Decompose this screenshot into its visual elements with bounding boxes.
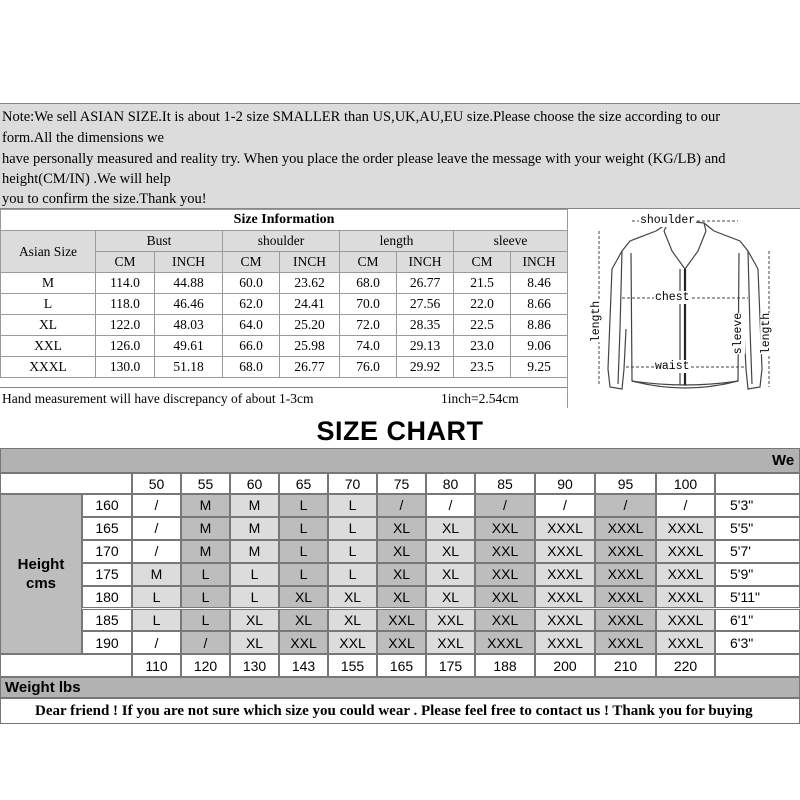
chest-label: chest <box>655 291 690 304</box>
size-info-row <box>1 315 568 336</box>
size-info-table <box>0 209 567 408</box>
size-cell: L <box>328 494 377 517</box>
weight-kg-cell: 65 <box>279 473 328 494</box>
size-info-size: XXL <box>1 336 96 357</box>
unit-header: CM <box>454 252 511 273</box>
size-info-cell: 72.0 <box>340 315 397 336</box>
weight-kg-cell: 100 <box>656 473 715 494</box>
weight-kg-cell: 85 <box>475 473 535 494</box>
contact-note-text: Dear friend ! If you are not sure which size you could wear . Please feel free to contact us ! Thank you for buying <box>35 703 753 719</box>
size-cell: XL <box>377 540 426 563</box>
size-info-cell: 48.03 <box>155 315 223 336</box>
size-cell: M <box>181 517 230 540</box>
unit-header: INCH <box>397 252 454 273</box>
size-info-cell: 22.5 <box>454 315 511 336</box>
weight-kg-cell: 55 <box>181 473 230 494</box>
size-info-cell: 23.0 <box>454 336 511 357</box>
unit-header: INCH <box>155 252 223 273</box>
size-cell: XXXL <box>656 517 715 540</box>
size-info-cell: 76.0 <box>340 357 397 378</box>
size-info-cell: 25.98 <box>280 336 340 357</box>
size-cell: L <box>279 540 328 563</box>
size-cell: L <box>328 563 377 586</box>
size-info-cell: 24.41 <box>280 294 340 315</box>
size-cell: L <box>181 563 230 586</box>
height-label: Height <box>17 556 65 573</box>
height-ft-cell: 5'7' <box>715 540 800 563</box>
size-cell: L <box>328 517 377 540</box>
note-box <box>0 103 800 209</box>
height-cm-cell: 180 <box>82 586 132 609</box>
size-info-cell: 60.0 <box>223 273 280 294</box>
size-info-cell: 27.56 <box>397 294 454 315</box>
unit-header: INCH <box>511 252 568 273</box>
size-info-cell: 62.0 <box>223 294 280 315</box>
unit-header: INCH <box>280 252 340 273</box>
weight-kg-cell: 95 <box>595 473 656 494</box>
unit-header: CM <box>96 252 155 273</box>
size-cell: XL <box>230 631 279 654</box>
size-cell: XXL <box>377 609 426 632</box>
note-line: form.All the dimensions we <box>2 130 164 146</box>
size-cell: XXXL <box>656 586 715 609</box>
size-cell: XXXL <box>656 563 715 586</box>
blank-cell <box>0 654 132 677</box>
size-cell: / <box>132 494 181 517</box>
weight-kg-cell: 80 <box>426 473 475 494</box>
size-cell: M <box>132 563 181 586</box>
note-line: you to confirm the size.Thank you! <box>2 191 207 207</box>
size-cell: L <box>132 609 181 632</box>
note-line: Note:We sell ASIAN SIZE.It is about 1-2 size SMALLER than US,UK,AU,EU size.Please choose the size according to our <box>2 109 721 125</box>
weight-kg-header-band <box>0 448 800 473</box>
size-cell: XL <box>377 563 426 586</box>
size-cell: XXXL <box>595 631 656 654</box>
shoulder-header: shoulder <box>223 231 340 252</box>
size-cell: XL <box>377 517 426 540</box>
weight-lbs-label: Weight lbs <box>0 677 800 698</box>
blank-cell <box>715 473 800 494</box>
weight-lbs-cell: 200 <box>535 654 595 677</box>
weight-lbs-cell: 155 <box>328 654 377 677</box>
size-cell: L <box>132 586 181 609</box>
size-cell: M <box>181 494 230 517</box>
size-info-cell: 74.0 <box>340 336 397 357</box>
size-cell: XXL <box>426 631 475 654</box>
size-info-cell: 122.0 <box>96 315 155 336</box>
shoulder-label: shoulder <box>640 214 696 227</box>
size-cell: / <box>132 631 181 654</box>
size-info-cell: 28.35 <box>397 315 454 336</box>
size-cell: / <box>595 494 656 517</box>
size-info-cell: 8.46 <box>511 273 568 294</box>
size-info-size: XL <box>1 315 96 336</box>
shirt-diagram <box>567 209 800 408</box>
weight-lbs-cell: 143 <box>279 654 328 677</box>
size-cell: XXL <box>475 517 535 540</box>
size-info-row <box>1 336 568 357</box>
size-info-cell: 9.25 <box>511 357 568 378</box>
size-info-cell: 44.88 <box>155 273 223 294</box>
size-info-cell: 26.77 <box>280 357 340 378</box>
size-cell: L <box>328 540 377 563</box>
asian-size-header: Asian Size <box>1 231 96 273</box>
height-ft-cell: 6'3" <box>715 631 800 654</box>
size-cell: XL <box>426 586 475 609</box>
size-cell: XL <box>426 563 475 586</box>
size-info-cell: 68.0 <box>223 357 280 378</box>
size-cell: XXXL <box>656 540 715 563</box>
size-info-cell: 66.0 <box>223 336 280 357</box>
height-ft-cell: 5'5" <box>715 517 800 540</box>
weight-lbs-cell: 220 <box>656 654 715 677</box>
size-cell: XXXL <box>535 563 595 586</box>
contact-note <box>0 698 800 724</box>
size-cell: XXXL <box>595 517 656 540</box>
height-ft-cell: 5'11" <box>715 586 800 609</box>
height-cm-cell: 170 <box>82 540 132 563</box>
blank-cell <box>715 654 800 677</box>
height-cm-cell: 160 <box>82 494 132 517</box>
size-cell: XXXL <box>595 563 656 586</box>
height-ft-cell: 5'9" <box>715 563 800 586</box>
size-cell: L <box>279 517 328 540</box>
size-cell: XXL <box>475 586 535 609</box>
height-ft-cell: 6'1" <box>715 609 800 632</box>
size-cell: / <box>656 494 715 517</box>
size-info-cell: 8.86 <box>511 315 568 336</box>
size-info-cell: 49.61 <box>155 336 223 357</box>
height-cm-cell: 175 <box>82 563 132 586</box>
size-info-cell: 21.5 <box>454 273 511 294</box>
size-cell: XXL <box>279 631 328 654</box>
size-info-row <box>1 357 568 378</box>
size-cell: L <box>181 586 230 609</box>
size-info-cell: 23.62 <box>280 273 340 294</box>
weight-kg-cell: 75 <box>377 473 426 494</box>
size-cell: XXL <box>377 631 426 654</box>
size-info-size: L <box>1 294 96 315</box>
size-info-row <box>1 294 568 315</box>
unit-header: CM <box>340 252 397 273</box>
discrepancy-note: Hand measurement will have discrepancy of about 1-3cm <box>2 391 314 406</box>
size-info-cell: 25.20 <box>280 315 340 336</box>
size-cell: XXXL <box>535 609 595 632</box>
size-cell: XXXL <box>595 609 656 632</box>
size-cell: XXXL <box>535 517 595 540</box>
weight-lbs-cell: 175 <box>426 654 475 677</box>
size-info-size: XXXL <box>1 357 96 378</box>
size-cell: XXXL <box>656 631 715 654</box>
size-info-cell: 8.66 <box>511 294 568 315</box>
size-cell: / <box>132 517 181 540</box>
size-cell: L <box>279 494 328 517</box>
height-label-block <box>0 494 82 654</box>
size-cell: XL <box>426 517 475 540</box>
size-cell: XL <box>230 609 279 632</box>
size-info-cell: 126.0 <box>96 336 155 357</box>
size-cell: L <box>279 563 328 586</box>
size-info-cell: 130.0 <box>96 357 155 378</box>
weight-lbs-cell: 165 <box>377 654 426 677</box>
size-cell: / <box>377 494 426 517</box>
size-cell: L <box>230 586 279 609</box>
size-cell: / <box>132 540 181 563</box>
size-info-cell: 51.18 <box>155 357 223 378</box>
size-info-cell: 70.0 <box>340 294 397 315</box>
sleeve-label-left: sleeve <box>732 312 746 355</box>
size-info-cell: 29.92 <box>397 357 454 378</box>
size-cell: M <box>230 517 279 540</box>
inch-conversion-note: 1inch=2.54cm <box>441 391 519 406</box>
size-cell: M <box>181 540 230 563</box>
length-label: length <box>590 300 604 343</box>
sleeve-header: sleeve <box>454 231 568 252</box>
size-cell: / <box>426 494 475 517</box>
size-info-cell: 26.77 <box>397 273 454 294</box>
weight-kg-cell: 50 <box>132 473 181 494</box>
size-cell: / <box>535 494 595 517</box>
waist-label: waist <box>655 360 690 373</box>
size-cell: XL <box>279 609 328 632</box>
size-cell: M <box>230 494 279 517</box>
length-header: length <box>340 231 454 252</box>
size-info-cell: 29.13 <box>397 336 454 357</box>
size-cell: XXXL <box>595 586 656 609</box>
size-info-cell: 114.0 <box>96 273 155 294</box>
size-cell: XL <box>377 586 426 609</box>
size-chart-title: SIZE CHART <box>316 416 484 446</box>
weight-lbs-cell: 210 <box>595 654 656 677</box>
size-cell: XL <box>328 609 377 632</box>
size-info-cell: 68.0 <box>340 273 397 294</box>
size-cell: XXL <box>475 540 535 563</box>
length-label-right: length <box>760 312 774 355</box>
height-ft-cell: 5'3" <box>715 494 800 517</box>
unit-header: CM <box>223 252 280 273</box>
size-cell: L <box>181 609 230 632</box>
size-info-cell: 46.46 <box>155 294 223 315</box>
size-cell: XL <box>279 586 328 609</box>
size-cell: XXL <box>328 631 377 654</box>
size-info-cell: 23.5 <box>454 357 511 378</box>
size-info-cell: 22.0 <box>454 294 511 315</box>
size-cell: XXL <box>426 609 475 632</box>
height-cm-cell: 190 <box>82 631 132 654</box>
size-info-cell: 64.0 <box>223 315 280 336</box>
size-info-cell: 118.0 <box>96 294 155 315</box>
size-cell: XXXL <box>535 540 595 563</box>
size-cell: XXL <box>475 563 535 586</box>
size-cell: XL <box>426 540 475 563</box>
weight-kg-cell: 90 <box>535 473 595 494</box>
note-line: have personally measured and reality try. When you place the order please leave the message with your weight (KG/LB) and <box>2 151 726 167</box>
weight-lbs-cell: 120 <box>181 654 230 677</box>
size-cell: XXXL <box>475 631 535 654</box>
weight-kg-cell: 60 <box>230 473 279 494</box>
note-line: height(CM/IN) .We will help <box>2 171 171 187</box>
size-cell: XXXL <box>656 609 715 632</box>
size-cell: M <box>230 540 279 563</box>
size-cell: L <box>230 563 279 586</box>
size-cell: XXL <box>475 609 535 632</box>
size-chart-table <box>0 448 800 725</box>
weight-lbs-cell: 110 <box>132 654 181 677</box>
weight-kg-cell: 70 <box>328 473 377 494</box>
size-cell: XL <box>328 586 377 609</box>
weight-kg-label: We <box>772 452 795 469</box>
size-cell: XXXL <box>595 540 656 563</box>
size-cell: / <box>475 494 535 517</box>
size-info-row <box>1 273 568 294</box>
height-cm-cell: 165 <box>82 517 132 540</box>
size-info-cell: 9.06 <box>511 336 568 357</box>
weight-lbs-cell: 130 <box>230 654 279 677</box>
bust-header: Bust <box>96 231 223 252</box>
size-cell: XXXL <box>535 586 595 609</box>
size-cell: / <box>181 631 230 654</box>
weight-lbs-cell: 188 <box>475 654 535 677</box>
size-info-title: Size Information <box>1 210 568 231</box>
height-cm-cell: 185 <box>82 609 132 632</box>
height-unit-label: cms <box>25 575 57 592</box>
blank-cell <box>0 473 132 494</box>
size-cell: XXXL <box>535 631 595 654</box>
size-info-size: M <box>1 273 96 294</box>
hand-measurement-note <box>0 387 567 409</box>
